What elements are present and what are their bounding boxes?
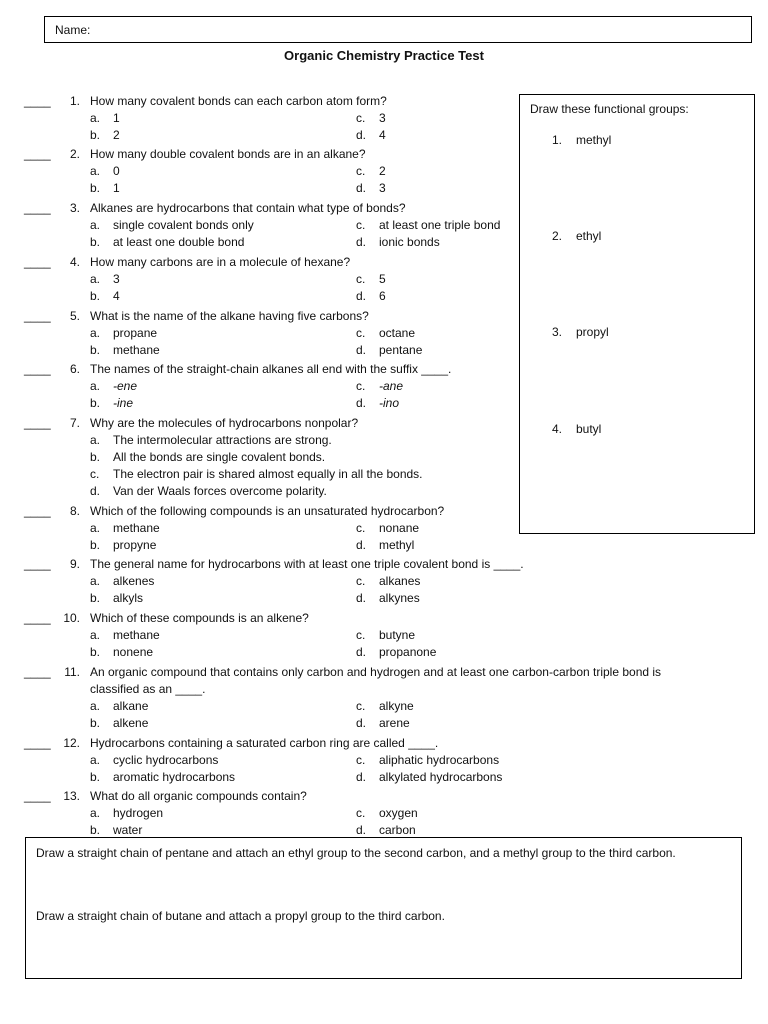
option-c: at least one triple bond	[379, 218, 501, 232]
drawing-prompt-2: Draw a straight chain of butane and attach a propyl group to the third carbon.	[36, 909, 445, 923]
option-a: cyclic hydrocarbons	[113, 753, 219, 767]
option-c: octane	[379, 326, 416, 340]
option-letter: c.	[356, 326, 366, 340]
question-text: Why are the molecules of hydrocarbons nonpolar?	[90, 416, 359, 430]
question-number: 5.	[69, 309, 80, 323]
question-number: 11.	[64, 665, 80, 679]
answer-blank[interactable]: ____	[24, 665, 51, 679]
answer-blank[interactable]: ____	[24, 147, 51, 161]
option-letter: d.	[356, 289, 367, 303]
option-b: 4	[113, 289, 120, 303]
group-label: ethyl	[576, 229, 602, 243]
option-letter: a.	[90, 433, 101, 447]
group-label: propyl	[576, 325, 609, 339]
option-letter: a.	[90, 111, 101, 125]
option-a: -ene	[113, 379, 138, 393]
option-letter: d.	[356, 235, 367, 249]
option-letter: b.	[90, 396, 101, 410]
functional-groups-box[interactable]	[519, 94, 755, 534]
option-letter: c.	[356, 699, 366, 713]
option-letter: b.	[90, 770, 101, 784]
option-a: hydrogen	[113, 806, 164, 820]
option-letter: b.	[90, 289, 101, 303]
option-letter: d.	[356, 823, 367, 837]
option-letter: d.	[356, 128, 367, 142]
option-letter: c.	[356, 111, 366, 125]
option-d: 4	[379, 128, 386, 142]
option-d: methyl	[379, 538, 415, 552]
option-letter: c.	[356, 521, 366, 535]
option-letter: b.	[90, 823, 101, 837]
option-c: The electron pair is shared almost equally in all the bonds.	[113, 467, 423, 481]
option-d: arene	[379, 716, 410, 730]
option-letter: d.	[356, 645, 367, 659]
option-letter: a.	[90, 574, 101, 588]
option-c: aliphatic hydrocarbons	[379, 753, 500, 767]
item-number: 3.	[552, 325, 563, 339]
item-number: 2.	[552, 229, 563, 243]
option-b: nonene	[113, 645, 154, 659]
option-letter: b.	[90, 645, 101, 659]
answer-blank[interactable]: ____	[24, 309, 51, 323]
option-b: propyne	[113, 538, 157, 552]
name-field[interactable]	[44, 16, 752, 43]
option-d: carbon	[379, 823, 416, 837]
option-c: nonane	[379, 521, 420, 535]
option-letter: d.	[356, 396, 367, 410]
question-number: 1.	[69, 94, 80, 108]
option-a: 1	[113, 111, 120, 125]
answer-blank[interactable]: ____	[24, 611, 51, 625]
option-d: 6	[379, 289, 386, 303]
option-b: methane	[113, 343, 160, 357]
option-letter: a.	[90, 326, 101, 340]
option-b: 1	[113, 181, 120, 195]
option-letter: a.	[90, 806, 101, 820]
option-letter: c.	[356, 218, 366, 232]
option-c: 2	[379, 164, 386, 178]
option-d: 3	[379, 181, 386, 195]
question-number: 7.	[69, 416, 80, 430]
question-text: How many double covalent bonds are in an alkane?	[90, 147, 366, 161]
question-number: 4.	[69, 255, 80, 269]
question-5	[24, 308, 524, 359]
option-d: pentane	[379, 343, 423, 357]
question-number: 6.	[69, 362, 80, 376]
functional-group-item	[552, 325, 609, 339]
option-letter: d.	[90, 484, 101, 498]
question-text: What do all organic compounds contain?	[90, 789, 307, 803]
option-c: 5	[379, 272, 386, 286]
functional-group-item	[552, 133, 611, 147]
option-d: alkynes	[379, 591, 420, 605]
question-13	[24, 788, 524, 839]
answer-blank[interactable]: ____	[24, 504, 51, 518]
option-letter: c.	[356, 379, 366, 393]
question-text: How many carbons are in a molecule of hexane?	[90, 255, 351, 269]
question-text: Alkanes are hydrocarbons that contain what type of bonds?	[90, 201, 406, 215]
option-c: alkyne	[379, 699, 414, 713]
option-b: 2	[113, 128, 120, 142]
question-text: The names of the straight-chain alkanes all end with the suffix ____.	[90, 362, 452, 376]
option-letter: b.	[90, 235, 101, 249]
option-d: Van der Waals forces overcome polarity.	[113, 484, 327, 498]
option-letter: a.	[90, 272, 101, 286]
question-number: 12.	[63, 736, 80, 750]
option-letter: b.	[90, 591, 101, 605]
option-letter: d.	[356, 538, 367, 552]
option-c: butyne	[379, 628, 416, 642]
option-letter: b.	[90, 450, 101, 464]
item-number: 4.	[552, 422, 563, 436]
option-b: All the bonds are single covalent bonds.	[113, 450, 326, 464]
question-1	[24, 93, 524, 144]
option-letter: a.	[90, 628, 101, 642]
option-letter: c.	[356, 806, 366, 820]
page-title: Organic Chemistry Practice Test	[284, 48, 484, 63]
option-letter: a.	[90, 379, 101, 393]
option-a: methane	[113, 521, 160, 535]
option-letter: d.	[356, 591, 367, 605]
answer-blank[interactable]: ____	[24, 201, 51, 215]
question-text: What is the name of the alkane having five carbons?	[90, 309, 369, 323]
option-b: alkyls	[113, 591, 144, 605]
question-9	[24, 556, 584, 607]
option-letter: b.	[90, 538, 101, 552]
option-letter: b.	[90, 181, 101, 195]
option-c: oxygen	[379, 806, 418, 820]
question-number: 10.	[63, 611, 80, 625]
option-d: ionic bonds	[379, 235, 440, 249]
answer-blank[interactable]: ____	[24, 557, 51, 571]
option-d: -ino	[379, 396, 400, 410]
option-b: alkene	[113, 716, 149, 730]
option-a: The intermolecular attractions are strong.	[113, 433, 332, 447]
option-a: single covalent bonds only	[113, 218, 254, 232]
answer-blank[interactable]: ____	[24, 416, 51, 430]
question-11	[24, 664, 724, 732]
functional-group-item	[552, 422, 601, 436]
option-letter: c.	[356, 164, 366, 178]
option-a: methane	[113, 628, 160, 642]
option-letter: c.	[356, 753, 366, 767]
option-letter: a.	[90, 218, 101, 232]
functional-groups-header: Draw these functional groups:	[530, 102, 689, 116]
question-8	[24, 503, 524, 554]
question-number: 13.	[63, 789, 80, 803]
option-letter: d.	[356, 181, 367, 195]
option-letter: c.	[90, 467, 100, 481]
option-letter: d.	[356, 716, 367, 730]
option-d: propanone	[379, 645, 437, 659]
question-6	[24, 361, 524, 412]
option-letter: d.	[356, 343, 367, 357]
question-text: The general name for hydrocarbons with at least one triple covalent bond is ____.	[90, 557, 524, 571]
option-letter: c.	[356, 628, 366, 642]
question-text: Hydrocarbons containing a saturated carbon ring are called ____.	[90, 736, 439, 750]
question-3	[24, 200, 524, 251]
option-letter: a.	[90, 753, 101, 767]
question-number: 2.	[69, 147, 80, 161]
question-text: An organic compound that contains only carbon and hydrogen and at least one carbon-carbon triple bond is	[90, 665, 662, 679]
option-a: alkane	[113, 699, 149, 713]
question-number: 3.	[69, 201, 80, 215]
drawing-box[interactable]	[25, 837, 742, 979]
answer-blank[interactable]: ____	[24, 362, 51, 376]
item-number: 1.	[552, 133, 563, 147]
option-c: alkanes	[379, 574, 421, 588]
option-letter: c.	[356, 272, 366, 286]
answer-blank[interactable]: ____	[24, 94, 51, 108]
option-c: 3	[379, 111, 386, 125]
question-7	[24, 415, 524, 500]
option-letter: a.	[90, 164, 101, 178]
question-text: Which of the following compounds is an unsaturated hydrocarbon?	[90, 504, 445, 518]
question-2	[24, 146, 524, 197]
answer-blank[interactable]: ____	[24, 789, 51, 803]
option-letter: d.	[356, 770, 367, 784]
option-b: aromatic hydrocarbons	[113, 770, 236, 784]
option-letter: b.	[90, 716, 101, 730]
option-c: -ane	[379, 379, 404, 393]
group-label: butyl	[576, 422, 602, 436]
functional-group-item	[552, 229, 601, 243]
question-12	[24, 735, 524, 786]
option-a: 3	[113, 272, 120, 286]
question-text: How many covalent bonds can each carbon atom form?	[90, 94, 387, 108]
question-text: Which of these compounds is an alkene?	[90, 611, 309, 625]
answer-blank[interactable]: ____	[24, 255, 51, 269]
option-b: water	[113, 823, 143, 837]
drawing-prompt-1: Draw a straight chain of pentane and attach an ethyl group to the second carbon, and a methyl group to the third carbon.	[36, 846, 676, 860]
answer-blank[interactable]: ____	[24, 736, 51, 750]
option-b: at least one double bond	[113, 235, 245, 249]
question-number: 9.	[69, 557, 80, 571]
option-letter: a.	[90, 699, 101, 713]
option-letter: b.	[90, 128, 101, 142]
option-a: propane	[113, 326, 158, 340]
name-label: Name:	[55, 23, 91, 37]
option-letter: a.	[90, 521, 101, 535]
option-a: 0	[113, 164, 120, 178]
question-text-continued: classified as an ____.	[90, 682, 206, 696]
question-10	[24, 610, 524, 661]
option-a: alkenes	[113, 574, 155, 588]
question-4	[24, 254, 524, 305]
option-letter: b.	[90, 343, 101, 357]
group-label: methyl	[576, 133, 612, 147]
option-b: -ine	[113, 396, 134, 410]
option-letter: c.	[356, 574, 366, 588]
option-d: alkylated hydrocarbons	[379, 770, 503, 784]
question-number: 8.	[69, 504, 80, 518]
